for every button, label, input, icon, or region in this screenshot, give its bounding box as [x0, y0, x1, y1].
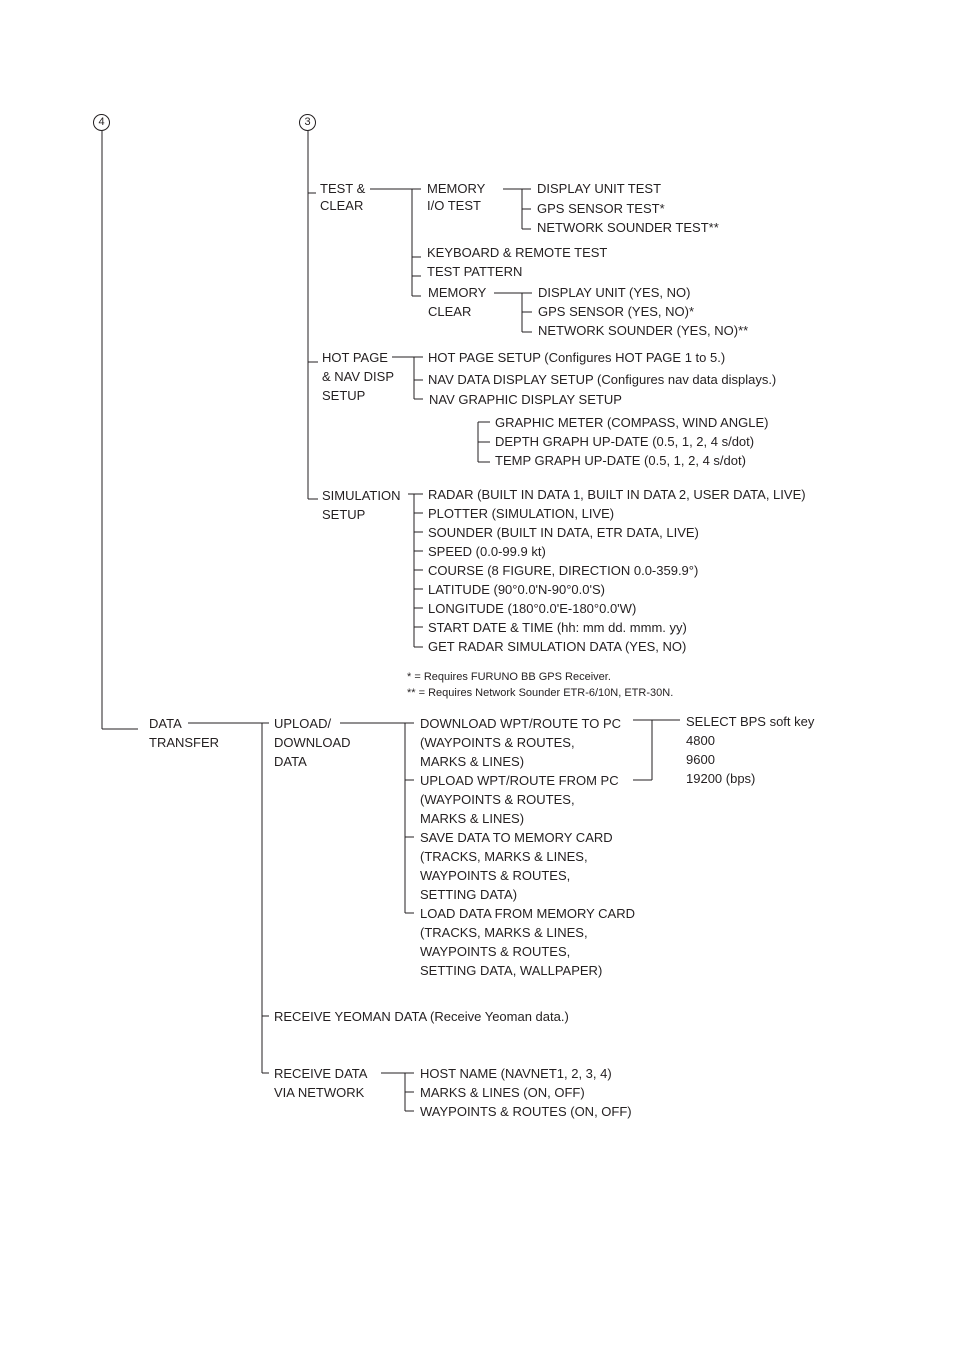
footnote-gps: * = Requires FURUNO BB GPS Receiver.: [407, 671, 611, 683]
display-unit-test-item: DISPLAY UNIT TEST: [537, 181, 662, 196]
memory-clear-label-line2: CLEAR: [428, 304, 472, 319]
upload-label-line1: UPLOAD/: [274, 716, 332, 731]
hot-page-setup-item: HOT PAGE SETUP (Configures HOT PAGE 1 to 5.): [428, 350, 726, 365]
test-clear-label-line2: CLEAR: [320, 198, 364, 213]
hot-page-label-line3: SETUP: [322, 388, 366, 403]
save-data-item-line4: SETTING DATA): [420, 887, 518, 902]
simulation-label-line1: SIMULATION: [322, 488, 401, 503]
temp-graph-item: TEMP GRAPH UP-DATE (0.5, 1, 2, 4 s/dot): [495, 453, 746, 468]
marker-3: 3: [299, 114, 316, 131]
sim-get-radar-item: GET RADAR SIMULATION DATA (YES, NO): [428, 639, 687, 654]
depth-graph-item: DEPTH GRAPH UP-DATE (0.5, 1, 2, 4 s/dot): [495, 434, 755, 449]
load-data-item-line2: (TRACKS, MARKS & LINES,: [420, 925, 588, 940]
select-bps-softkey: SELECT BPS soft key: [686, 714, 815, 729]
sim-longitude-item: LONGITUDE (180°0.0'E-180°0.0'W): [428, 601, 637, 616]
hot-page-label-line2: & NAV DISP: [322, 369, 395, 384]
footnote-sounder: ** = Requires Network Sounder ETR-6/10N, ETR-30N.: [407, 687, 674, 699]
marker-4: 4: [93, 114, 110, 131]
bps-option-9600: 9600: [686, 752, 715, 767]
upload-wpt-item-line3: MARKS & LINES): [420, 811, 525, 826]
simulation-label-line2: SETUP: [322, 507, 366, 522]
save-data-item-line1: SAVE DATA TO MEMORY CARD: [420, 830, 613, 845]
network-sounder-test-item: NETWORK SOUNDER TEST**: [537, 220, 719, 235]
sim-plotter-item: PLOTTER (SIMULATION, LIVE): [428, 506, 615, 521]
gps-sensor-test-item: GPS SENSOR TEST*: [537, 201, 665, 216]
sim-course-item: COURSE (8 FIGURE, DIRECTION 0.0-359.9°): [428, 563, 699, 578]
upload-wpt-item-line1: UPLOAD WPT/ROUTE FROM PC: [420, 773, 619, 788]
receive-network-label-line2: VIA NETWORK: [274, 1085, 365, 1100]
sim-speed-item: SPEED (0.0-99.9 kt): [428, 544, 546, 559]
keyboard-remote-test-item: KEYBOARD & REMOTE TEST: [427, 245, 608, 260]
sim-radar-item: RADAR (BUILT IN DATA 1, BUILT IN DATA 2, USER DATA, LIVE): [428, 487, 806, 502]
save-data-item-line3: WAYPOINTS & ROUTES,: [420, 868, 571, 883]
network-sounder-clear-item: NETWORK SOUNDER (YES, NO)**: [538, 323, 749, 338]
memory-io-label-line1: MEMORY: [427, 181, 486, 196]
test-pattern-item: TEST PATTERN: [427, 264, 523, 279]
load-data-item-line3: WAYPOINTS & ROUTES,: [420, 944, 571, 959]
sim-start-date-item: START DATE & TIME (hh: mm dd. mmm. yy): [428, 620, 687, 635]
waypoints-routes-item: WAYPOINTS & ROUTES (ON, OFF): [420, 1104, 632, 1119]
load-data-item-line4: SETTING DATA, WALLPAPER): [420, 963, 603, 978]
gps-sensor-clear-item: GPS SENSOR (YES, NO)*: [538, 304, 695, 319]
sim-sounder-item: SOUNDER (BUILT IN DATA, ETR DATA, LIVE): [428, 525, 699, 540]
graphic-meter-item: GRAPHIC METER (COMPASS, WIND ANGLE): [495, 415, 769, 430]
download-wpt-item-line3: MARKS & LINES): [420, 754, 525, 769]
marks-lines-item: MARKS & LINES (ON, OFF): [420, 1085, 585, 1100]
nav-data-display-setup-item: NAV DATA DISPLAY SETUP (Configures nav data displays.): [428, 372, 777, 387]
upload-label-line2: DOWNLOAD: [274, 735, 351, 750]
host-name-item: HOST NAME (NAVNET1, 2, 3, 4): [420, 1066, 612, 1081]
nav-graphic-display-setup-item: NAV GRAPHIC DISPLAY SETUP: [429, 392, 622, 407]
memory-io-label-line2: I/O TEST: [427, 198, 481, 213]
display-unit-clear-item: DISPLAY UNIT (YES, NO): [538, 285, 691, 300]
load-data-item-line1: LOAD DATA FROM MEMORY CARD: [420, 906, 636, 921]
download-wpt-item-line1: DOWNLOAD WPT/ROUTE TO PC: [420, 716, 622, 731]
memory-clear-label-line1: MEMORY: [428, 285, 487, 300]
upload-label-line3: DATA: [274, 754, 307, 769]
hot-page-label-line1: HOT PAGE: [322, 350, 388, 365]
save-data-item-line2: (TRACKS, MARKS & LINES,: [420, 849, 588, 864]
bps-option-19200: 19200 (bps): [686, 771, 756, 786]
bps-option-4800: 4800: [686, 733, 715, 748]
sim-latitude-item: LATITUDE (90°0.0'N-90°0.0'S): [428, 582, 605, 597]
receive-yeoman-item: RECEIVE YEOMAN DATA (Receive Yeoman data.): [274, 1009, 569, 1024]
test-clear-label-line1: TEST &: [320, 181, 366, 196]
download-wpt-item-line2: (WAYPOINTS & ROUTES,: [420, 735, 575, 750]
receive-network-label-line1: RECEIVE DATA: [274, 1066, 368, 1081]
upload-wpt-item-line2: (WAYPOINTS & ROUTES,: [420, 792, 575, 807]
data-transfer-label-line2: TRANSFER: [149, 735, 220, 750]
data-transfer-label-line1: DATA: [149, 716, 182, 731]
